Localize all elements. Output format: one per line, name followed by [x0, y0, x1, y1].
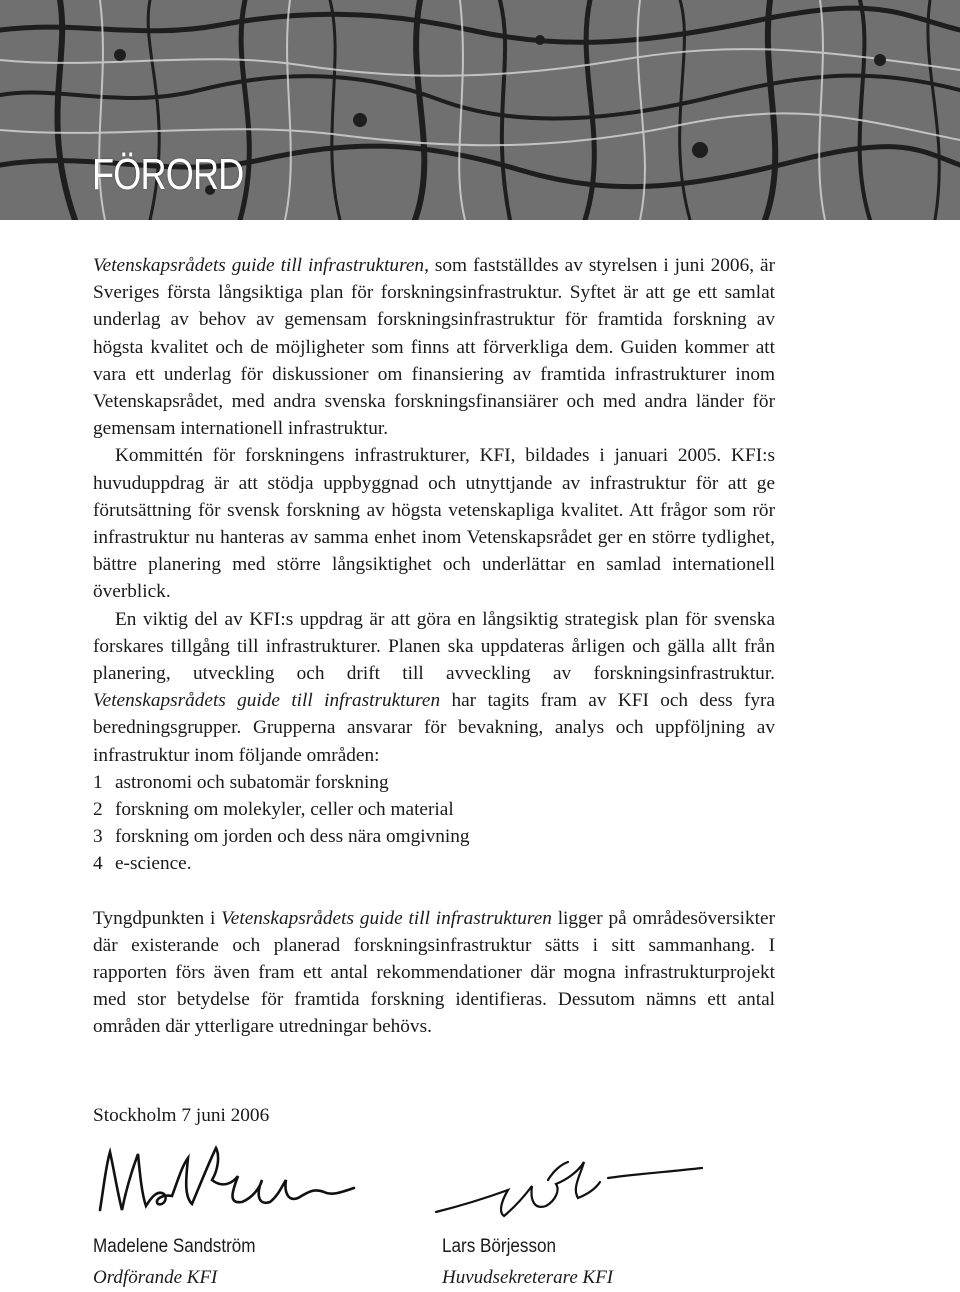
- list-item: 4 e-science.: [93, 853, 192, 875]
- signer-role: Ordförande KFI: [93, 1267, 218, 1288]
- report-title: Vetenskapsrådets guide till infrastrukturen: [221, 907, 552, 929]
- paragraph-3: En viktig del av KFI:s uppdrag är att göra en långsiktig strategisk plan för svenska forskares tillgång till infrastrukturer. Planen ska uppdateras årligen och gälla allt från planering, utveckling och drift till avveckling av forskningsinfrastruktur. Vetenskapsrådets guide till infrastrukturen har tagits fram av KFI och dess fyra beredningsgrupper. Grupperna ansvarar för bevakning, analys och uppföljning av infrastruktur inom följande områden:: [93, 608, 775, 766]
- report-title: Vetenskapsrådets guide till infrastrukturen: [93, 255, 425, 276]
- paragraph-1: Vetenskapsrådets guide till infrastrukturen, som fastställdes av styrelsen i juni 2006, är Sveriges första långsiktiga plan för forskningsinfrastruktur. Syftet är att ge ett samlat underlag av behov av gemensam forskningsinfrastruktur för framtida forskning av högsta kvalitet och de möjligheter som finns att förverkliga dem. Guiden kommer att vara ett underlag för diskussioner om finansiering av framtida infrastrukturer inom Vetenskapsrådet, med andra svenska forskningsfinansiärer och med andra länder för gemensam internationell infrastruktur.: [93, 255, 775, 440]
- foreword-body: [93, 252, 775, 1041]
- header-banner: [0, 0, 960, 220]
- place-date: Stockholm 7 juni 2006: [93, 1105, 270, 1126]
- signer-role: Huvudsekreterare KFI: [442, 1267, 614, 1288]
- page-title: FÖRORD: [92, 150, 244, 199]
- list-item: 3 forskning om jorden och dess nära omgivning: [93, 826, 470, 848]
- list-item: 1 astronomi och subatomär forskning: [93, 771, 389, 793]
- area-list: [93, 769, 775, 878]
- signature-sandstrom-image: [92, 1140, 392, 1230]
- report-title: Vetenskapsrådets guide till infrastrukturen: [93, 690, 441, 712]
- list-item: 2 forskning om molekyler, celler och material: [93, 799, 454, 821]
- signer-name: Madelene Sandström: [93, 1236, 256, 1257]
- paragraph-4: Tyngdpunkten i Vetenskapsrådets guide till infrastrukturen ligger på områdesöversikter där existerande och planerad forskningsinfrastruktur sätts i sitt sammanhang. I rapporten förs även fram ett antal rekommendationer där mogna infrastrukturprojekt med stor betydelse för framtida forskning identifieras. Dessutom nämns ett antal områden där ytterligare utredningar behövs.: [93, 907, 775, 1038]
- signer-name: Lars Börjesson: [442, 1236, 557, 1257]
- signature-borjesson-image: [430, 1150, 710, 1230]
- paragraph-2: Kommittén för forskningens infrastrukturer, KFI, bildades i januari 2005. KFI:s huvuduppdrag är att stödja uppbyggnad och utnyttjande av infrastruktur för att ge förutsättning för svensk forskning av högsta vetenskapliga kvalitet. Att frågor som rör infrastruktur nu hanteras av samma enhet inom Vetenskapsrådet ger en större tydlighet, bättre planering med större långsiktighet och underlättar en samlad internationell överblick.: [93, 445, 775, 603]
